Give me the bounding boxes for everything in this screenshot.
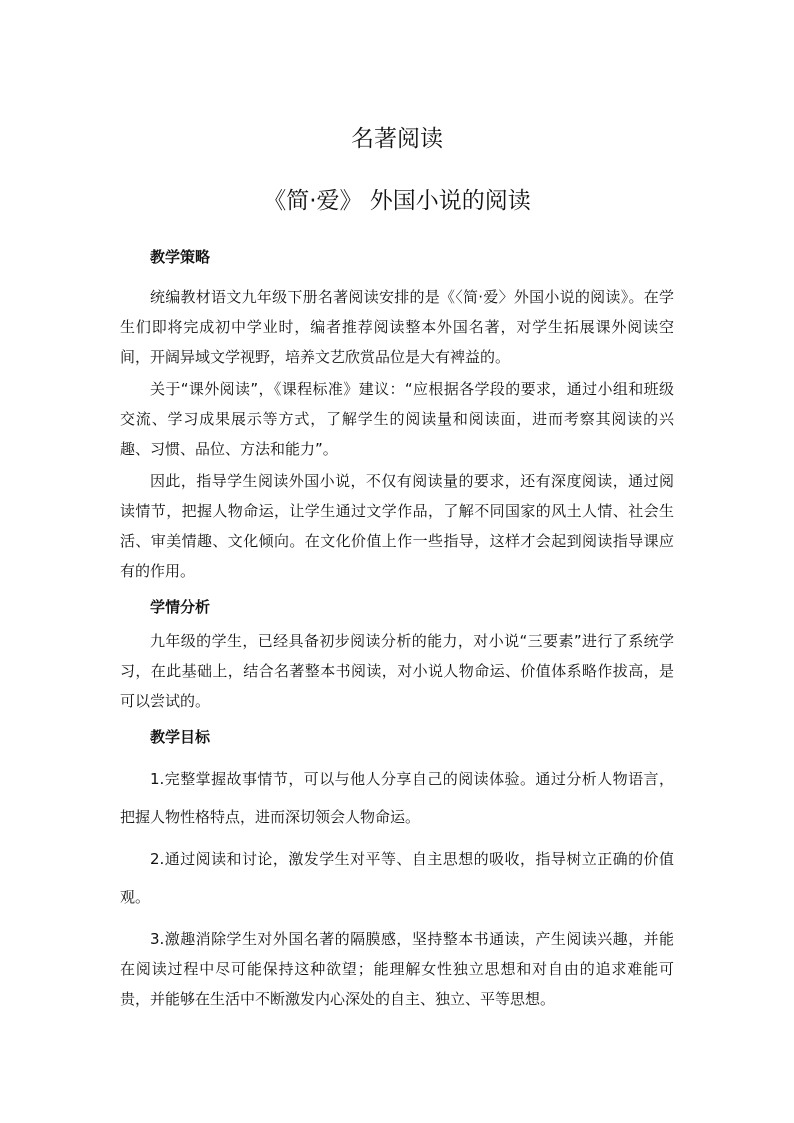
objective-item: 1.完整掌握故事情节，可以与他人分享自己的阅读体验。通过分析人物语言，把握人物性格特点，进而深切领会人物命运。 [120,770,674,826]
section-heading-analysis: 学情分析 [150,598,211,616]
section-heading-strategy: 教学策略 [150,248,211,266]
document-subtitle: 《简·爱》 外国小说的阅读 [263,188,531,214]
document-title: 名著阅读 [351,126,443,152]
paragraph: 因此，指导学生阅读外国小说，不仅有阅读量的要求，还有深度阅读，通过阅读情节，把握人物命运，让学生通过文学作品，了解不同国家的风土人情、社会生活、审美情趣、文化倾向。在文化价值上作一些指导，这样才会起到阅读指导课应有的作用。 [120,472,674,580]
section-heading-objectives: 教学目标 [150,728,211,746]
paragraph: 关于“课外阅读”，《课程标准》建议：“应根据各学段的要求，通过小组和班级交流、学习成果展示等方式，了解学生的阅读量和阅读面，进而考察其阅读的兴趣、习惯、品位、方法和能力”。 [120,380,674,458]
paragraph: 统编教材语文九年级下册名著阅读安排的是《〈简·爱〉外国小说的阅读》。在学生们即将完成初中学业时，编者推荐阅读整本外国名著，对学生拓展课外阅读空间，开阔异域文学视野，培养文艺欣赏品位是大有裨益的。 [120,288,674,366]
objective-item: 3.激趣消除学生对外国名著的隔膜感，坚持整本书通读，产生阅读兴趣，并能在阅读过程中尽可能保持这种欲望；能理解女性独立思想和对自由的追求难能可贵，并能够在生活中不断激发内心深处的自主、独立、平等思想。 [120,930,674,1008]
objective-item: 2.通过阅读和讨论，激发学生对平等、自主思想的吸收，指导树立正确的价值观。 [120,850,674,906]
paragraph: 九年级的学生，已经具备初步阅读分析的能力，对小说“三要素”进行了系统学习，在此基础上，结合名著整本书阅读，对小说人物命运、价值体系略作拔高，是可以尝试的。 [120,632,674,710]
